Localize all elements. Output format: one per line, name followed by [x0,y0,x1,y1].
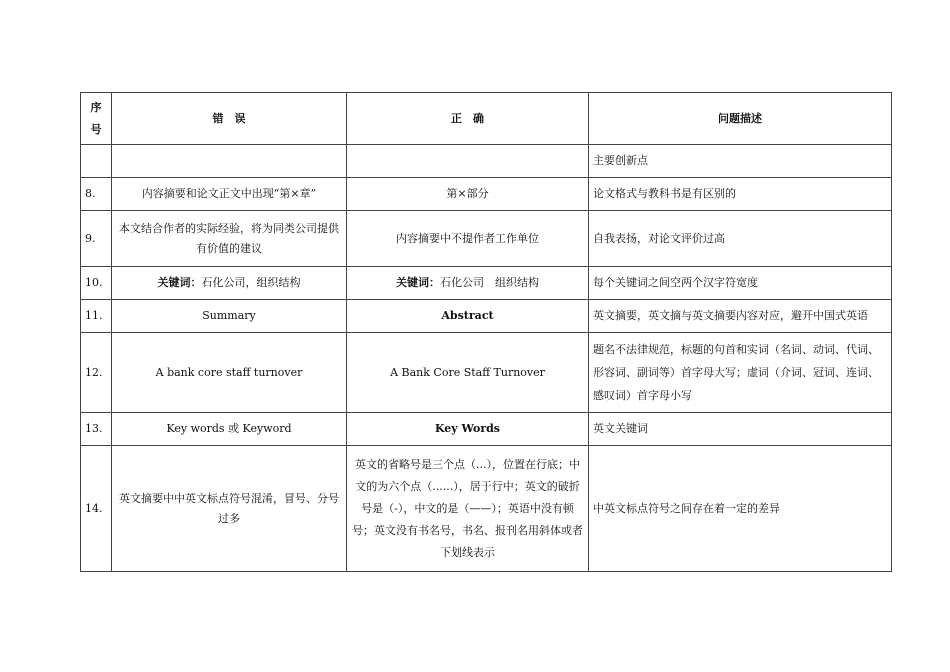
cell-wrong: 本文结合作者的实际经验，将为同类公司提供有价值的建议 [112,211,347,267]
cell-right: 英文的省略号是三个点（...），位置在行底；中文的为六个点（......），居于行中；英文的破折号是（-），中文的是（——）；英语中没有顿号；英文没有书名号，书名、报刊名用斜体或者下划线表示 [347,446,589,572]
table-row [81,267,892,300]
cell-wrong [112,267,347,300]
keyword-label: 关键词： [157,276,202,289]
table-row [81,446,892,572]
cell-seq [81,145,112,178]
cell-seq: 14. [81,446,112,572]
header-right: 正 确 [347,93,589,145]
keyword-label: 关键词： [396,276,440,289]
cell-right [347,145,589,178]
table-row [81,333,892,413]
cell-desc: 论文格式与教科书是有区别的 [589,178,892,211]
table-row [81,145,892,178]
cell-desc: 题名不法律规范，标题的句首和实词（名词、动词、代词、形容词、副词等）首字母大写；虚词（介词、冠词、连词、感叹词）首字母小写 [589,333,892,413]
table-row [81,413,892,446]
table-row [81,211,892,267]
header-desc: 问题描述 [589,93,892,145]
errors-table [80,92,892,572]
table-row [81,178,892,211]
cell-desc: 每个关键词之间空两个汉字符宽度 [589,267,892,300]
cell-wrong: A bank core staff turnover [112,333,347,413]
cell-desc: 自我表扬，对论文评价过高 [589,211,892,267]
cell-wrong: Summary [112,300,347,333]
cell-seq: 11. [81,300,112,333]
cell-wrong: 英文摘要中中英文标点符号混淆，冒号、分号过多 [112,446,347,572]
cell-right: Key Words [347,413,589,446]
cell-desc: 中英文标点符号之间存在着一定的差异 [589,446,892,572]
cell-desc: 英文摘要，英文摘与英文摘要内容对应，避开中国式英语 [589,300,892,333]
table-row [81,300,892,333]
keyword-value: 石化公司 组织结构 [440,276,539,289]
cell-wrong: Key words 或 Keyword [112,413,347,446]
cell-desc: 主要创新点 [589,145,892,178]
cell-wrong [112,145,347,178]
header-row [81,93,892,145]
cell-right: 内容摘要中不提作者工作单位 [347,211,589,267]
cell-right [347,267,589,300]
cell-desc: 英文关键词 [589,413,892,446]
cell-seq: 10. [81,267,112,300]
cell-right: Abstract [347,300,589,333]
keyword-value: 石化公司，组织结构 [201,276,301,289]
cell-seq: 12. [81,333,112,413]
cell-seq: 9. [81,211,112,267]
header-seq: 序 号 [81,93,112,145]
cell-right: 第×部分 [347,178,589,211]
cell-wrong: 内容摘要和论文正文中出现“第×章” [112,178,347,211]
cell-right: A Bank Core Staff Turnover [347,333,589,413]
cell-seq: 13. [81,413,112,446]
header-wrong: 错 误 [112,93,347,145]
cell-seq: 8. [81,178,112,211]
